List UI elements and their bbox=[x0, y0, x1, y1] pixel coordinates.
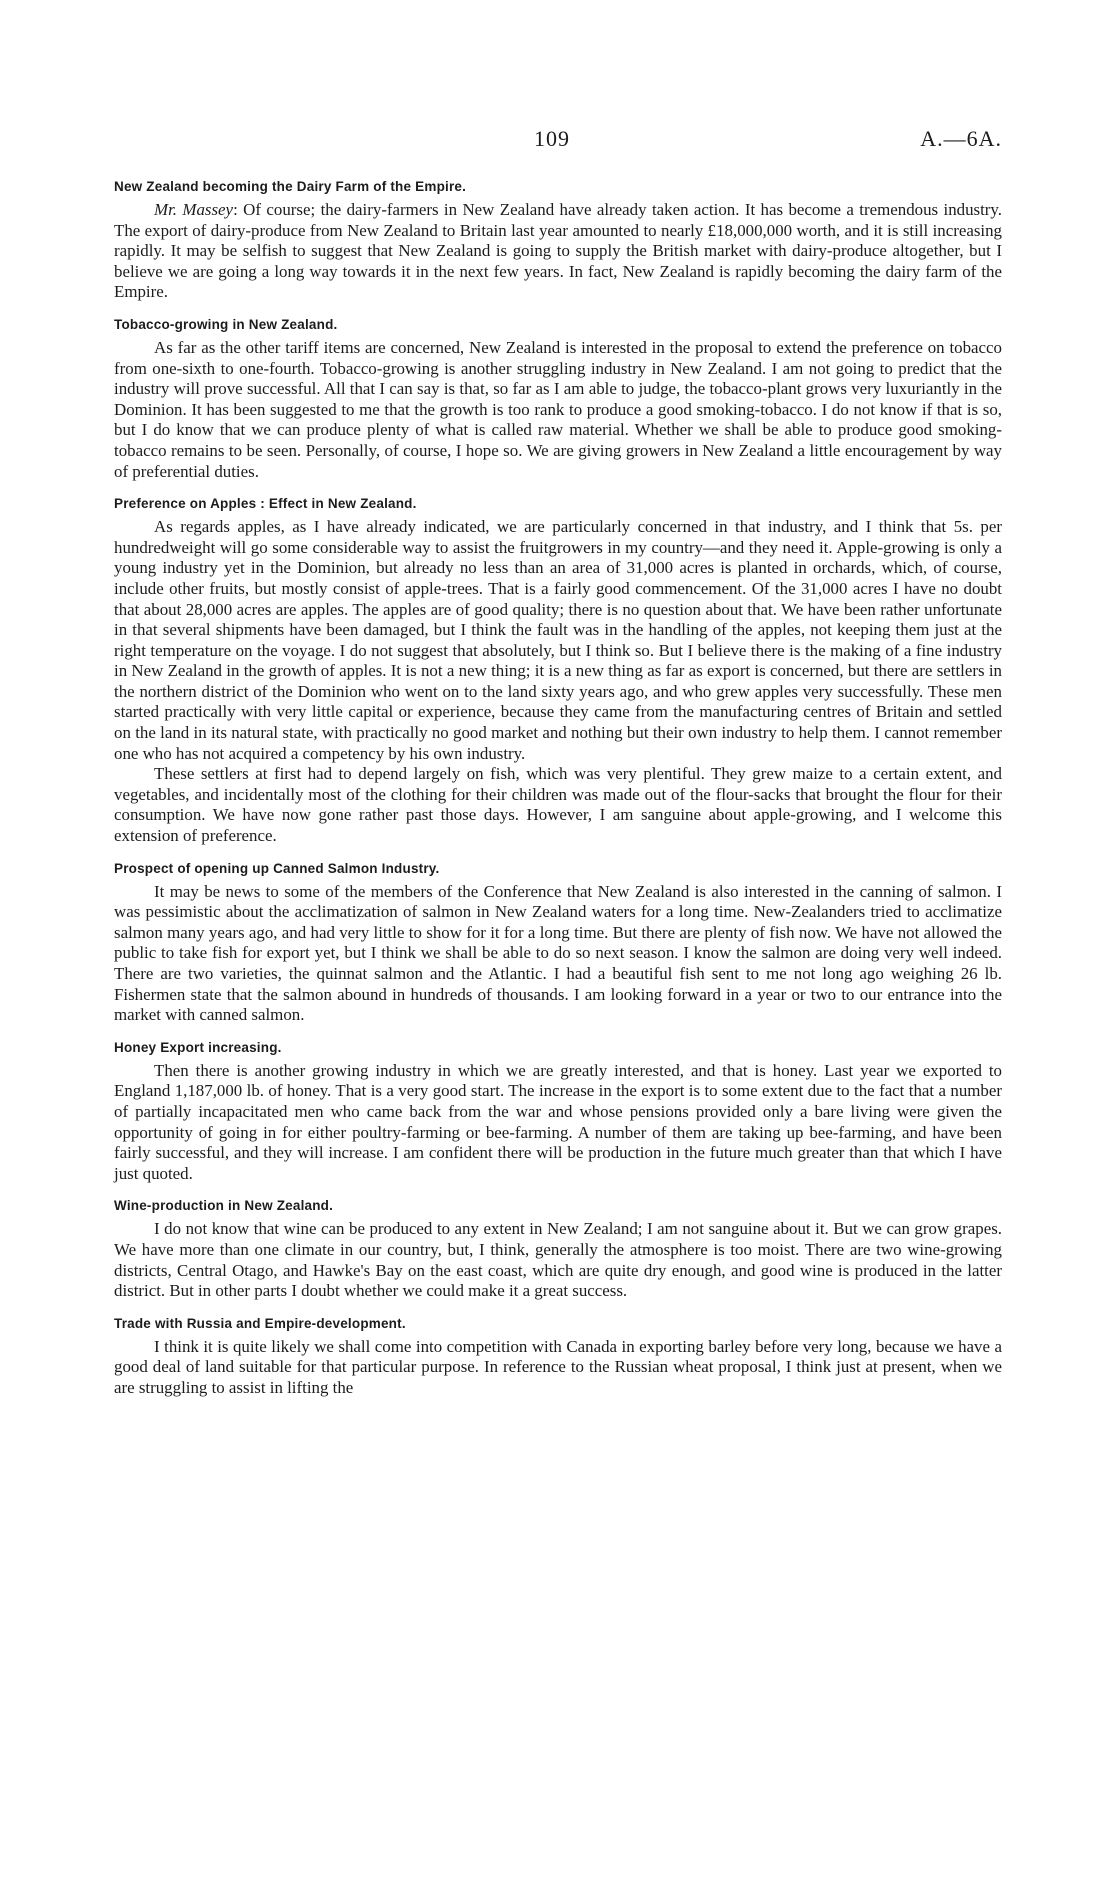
page-header bbox=[114, 124, 1002, 164]
paragraph: Then there is another growing industry in which we are greatly interested, and that is honey. Last year we exported to England 1,187,000 lb. of honey. That is a very good start. The increase in the export is to some extent due to the fact that a number of partially incapacitated men who came back from the war and whose pensions provided only a bare living were given the opportunity of going in for either poultry-farming or bee-farming. A number of them are taking up bee-farming, and have been fairly successful, and they will increase. I am confident there will be production in the future much greater than that which I have just quoted. bbox=[114, 1060, 1002, 1183]
paragraph: These settlers at first had to depend largely on fish, which was very plentiful. They grew maize to a certain extent, and vegetables, and incidentally most of the clothing for their children was made out of the flour-sacks that brought the flour for their consumption. We have now gone rather past those days. However, I am sanguine about apple-growing, and I welcome this extension of preference. bbox=[114, 764, 1002, 846]
paragraph bbox=[114, 200, 1002, 303]
section-tobacco bbox=[114, 316, 1002, 482]
section-wine bbox=[114, 1197, 1002, 1301]
section-honey bbox=[114, 1039, 1002, 1185]
section-heading: New Zealand becoming the Dairy Farm of the Empire. bbox=[114, 179, 467, 194]
page-number: 109 bbox=[534, 126, 570, 151]
section-heading: Tobacco-growing in New Zealand. bbox=[114, 316, 338, 332]
section-apples bbox=[114, 495, 1002, 847]
section-heading: Prospect of opening up Canned Salmon Industry. bbox=[114, 860, 440, 876]
paper-reference: A.—6A. bbox=[920, 126, 1002, 151]
section-heading: Preference on Apples : Effect in New Zealand. bbox=[114, 496, 417, 512]
section-salmon bbox=[114, 860, 1002, 1026]
section-dairy-farm bbox=[114, 178, 1002, 303]
section-heading: Wine-production in New Zealand. bbox=[114, 1198, 334, 1214]
section-russia-trade bbox=[114, 1315, 1002, 1399]
paragraph: As far as the other tariff items are concerned, New Zealand is interested in the proposal to extend the preference on tobacco from one-sixth to one-fourth. Tobacco-growing is another struggling industry in New Zealand. I am not going to predict that the industry will prove successful. All that I can say is that, so far as I am able to judge, the tobacco-plant grows very luxuriantly in the Dominion. It has been suggested to me that the growth is too rank to produce a good smoking-tobacco. I do not know if that is so, but I do know that we can produce plenty of what is called raw material. Whether we shall be able to produce good smoking-tobacco remains to be seen. Personally, of course, I hope so. We are giving growers in New Zealand a little encouragement by way of preferential duties. bbox=[114, 337, 1002, 481]
section-heading: Trade with Russia and Empire-development. bbox=[114, 1315, 406, 1331]
paragraph: It may be news to some of the members of the Conference that New Zealand is also interested in the canning of salmon. I was pessimistic about the acclimatization of salmon in New Zealand waters for a long time. New-Zealanders tried to acclimatize salmon many years ago, and had very little to show for it for a long time. But there are plenty of fish now. We have not allowed the public to take fish for export yet, but I think we shall be able to do so next season. I know the salmon are doing very well indeed. There are two varieties, the quinnat salmon and the Atlantic. I had a beautiful fish sent to me not long ago weighing 26 lb. Fishermen state that the salmon abound in hundreds of thousands. I am looking forward in a year or two to our entrance into the market with canned salmon. bbox=[114, 881, 1002, 1025]
section-heading: Honey Export increasing. bbox=[114, 1039, 282, 1055]
speaker-name: Mr. Massey bbox=[154, 200, 234, 219]
paragraph: As regards apples, as I have already indicated, we are particularly concerned in that industry, and I think that 5s. per hundredweight will go some considerable way to assist the fruitgrowers in my country—and they need it. Apple-growing is only a young industry yet in the Dominion, but already no less than an area of 31,000 acres is planted in orchards, which, of course, include other fruits, but mostly consist of apple-trees. That is a fairly good commencement. Of the 31,000 acres I have no doubt that about 28,000 acres are apples. The apples are of good quality; there is no question about that. We have been rather unfortunate in that several shipments have been damaged, but I think the fault was in the handling of the apples, not keeping them just at the right temperature on the voyage. I do not suggest that absolutely, but I think so. But I believe there is the making of a fine industry in New Zealand in the growth of apples. It is not a new thing; it is a new thing as far as export is concerned, but there are settlers in the northern district of the Dominion who went on to the land sixty years ago, and who grew apples very successfully. These men started practically with very little capital or experience, because they came from the manufacturing centres of Britain and settled on the land in its natural state, with practically no good market and nothing but their own industry to help them. I cannot remember one who has not acquired a competency by his own industry. bbox=[114, 517, 1002, 763]
document-body bbox=[114, 178, 1002, 1412]
paragraph-text: : Of course; the dairy-farmers in New Zealand have already taken action. It has become a tremendous industry. The export of dairy-produce from New Zealand to Britain last year amounted to nearly £18,000,000 worth, and it is still increasing rapidly. It may be selfish to suggest that New Zealand is going to supply the British market with dairy-produce altogether, but I believe we are going a long way towards it in the next few years. In fact, New Zealand is rapidly becoming the dairy farm of the Empire. bbox=[114, 200, 1002, 302]
paragraph: I do not know that wine can be produced to any extent in New Zealand; I am not sanguine about it. But we can grow grapes. We have more than one climate in our country, but, I think, generally the atmosphere is too moist. There are two wine-growing districts, Central Otago, and Hawke's Bay on the east coast, which are quite dry enough, and good wine is produced in the latter district. But in other parts I doubt whether we could make it a great success. bbox=[114, 1219, 1002, 1301]
paragraph: I think it is quite likely we shall come into competition with Canada in exporting barley before very long, because we have a good deal of land suitable for that particular purpose. In reference to the Russian wheat proposal, I think just at present, when we are struggling to assist in lifting the bbox=[114, 1336, 1002, 1397]
